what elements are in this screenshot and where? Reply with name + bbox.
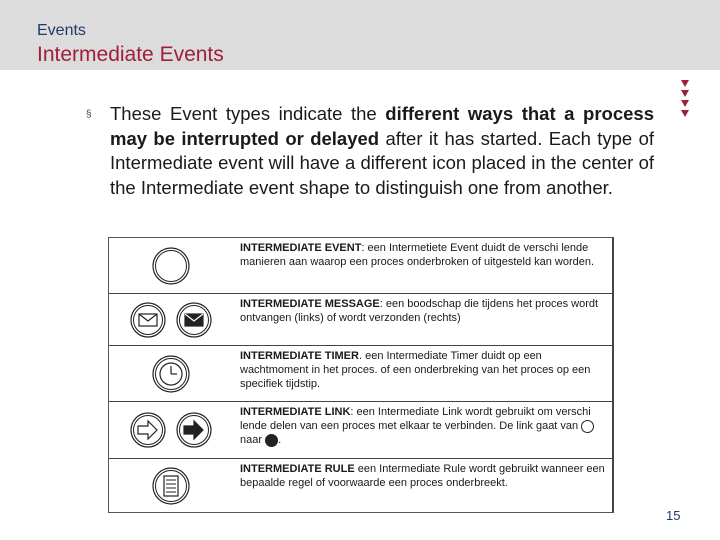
row-title: INTERMEDIATE TIMER [240, 350, 359, 362]
triangle-icon [681, 80, 689, 87]
link-target-icon [265, 434, 278, 447]
table-row [109, 293, 612, 345]
table-row [109, 238, 612, 293]
row-description [240, 405, 612, 447]
row-text-c: . [278, 434, 282, 446]
row-icons [109, 402, 233, 458]
triangle-icon [681, 100, 689, 107]
page-title: Intermediate Events [37, 43, 224, 66]
event-types-table [108, 237, 614, 513]
filled-envelope-icon [174, 300, 214, 340]
row-text: : een Intermetiete Event duidt de verschi lende manieren aan waarop een proces onderbroken of uitgesteld kan worden. [240, 242, 595, 268]
empty-circle-icon [150, 245, 192, 287]
row-icons [109, 238, 233, 293]
row-title: INTERMEDIATE MESSAGE [240, 298, 380, 310]
row-title: INTERMEDIATE LINK [240, 406, 351, 418]
link-source-icon [581, 420, 594, 433]
filled-arrow-icon [174, 410, 214, 450]
body-paragraph [110, 102, 654, 200]
bullet-icon: § [86, 109, 92, 120]
triangle-icon [681, 90, 689, 97]
row-icons [109, 294, 233, 345]
row-text: . een Intermediate Timer duidt op een wachtmoment in het proces. of een onderbreking van het proces op een specifiek tijdstip. [240, 350, 591, 390]
row-text: : een boodschap die tijdens het proces wordt ontvangen (links) of wordt verzonden (rechts) [240, 298, 599, 324]
body-text-1: These Event types indicate the [110, 103, 386, 124]
row-text: een Intermediate Rule wordt gebruikt wanneer een bepaalde regel of voorwaarde een proces onderbreekt. [240, 463, 605, 489]
row-description [240, 462, 612, 490]
document-icon [150, 465, 192, 507]
section-title: Events [37, 22, 86, 39]
row-description [240, 241, 612, 269]
row-title: INTERMEDIATE EVENT [240, 242, 362, 254]
row-icons [109, 346, 233, 401]
page-number: 15 [666, 508, 681, 523]
arrow-icon [128, 410, 168, 450]
envelope-icon [128, 300, 168, 340]
body-text-bold: different ways that a process may be interrupted or delayed [110, 103, 654, 149]
row-icons [109, 459, 233, 513]
row-description [240, 297, 612, 325]
row-text-a: : een Intermediate Link wordt gebruikt om verschi lende delen van een proces met elkaar te verbinden. De link gaat van [240, 406, 591, 432]
table-row [109, 401, 612, 458]
decorative-triangles [678, 80, 692, 120]
header-bar [0, 0, 720, 70]
table-row [109, 345, 612, 401]
row-text-b: naar [240, 434, 266, 446]
table-row [109, 458, 612, 513]
row-description [240, 349, 612, 391]
row-title: INTERMEDIATE RULE [240, 463, 355, 475]
clock-icon [150, 353, 192, 395]
triangle-icon [681, 110, 689, 117]
body-text-2: after it has started. Each type of Intermediate event will have a different icon placed in the center of the Intermediate event shape to distinguish one from another. [110, 127, 654, 198]
